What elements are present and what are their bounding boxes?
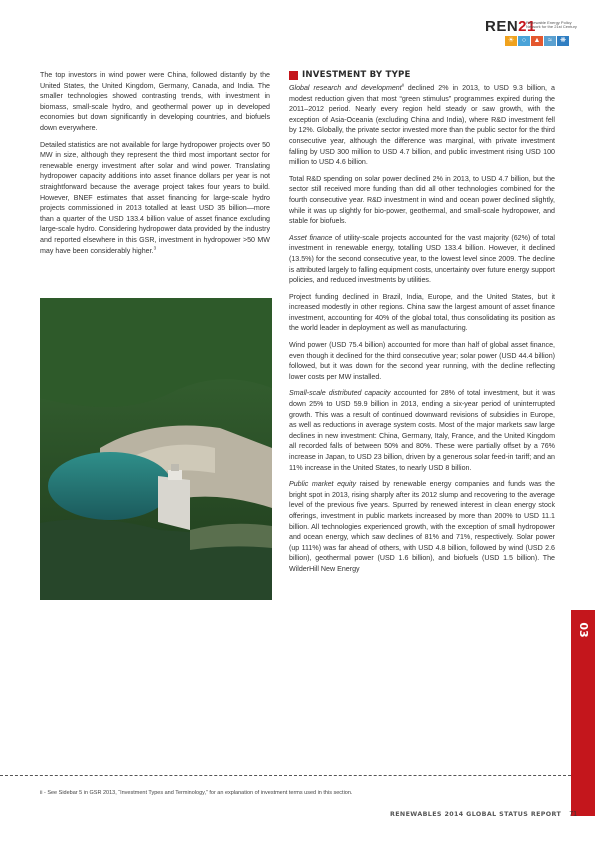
section-heading xyxy=(289,70,555,80)
public-equity-lead: Public market equity xyxy=(289,480,356,489)
public-equity-paragraph xyxy=(289,479,555,574)
rd-paragraph xyxy=(289,83,555,168)
right-column xyxy=(289,70,555,575)
logo-text-accent: 21 xyxy=(518,18,536,35)
logo-tagline: Renewable Energy Policy Network for the 21st Century xyxy=(526,20,577,30)
wind-solar-paragraph: Wind power (USD 75.4 billion) accounted for more than half of global asset finance, even though it declined for the third consecutive year; solar power (USD 44.4 billion) followed, but it was down for the second year running, with the decline reflecting lower costs per MW installed. xyxy=(289,341,555,381)
logo-text: REN21 xyxy=(485,18,536,35)
asset-finance-text: of utility-scale projects accounted for the vast majority (62%) of total investment in renewable energy, totalling USD 133.4 billion. However, it declined (13.5%) for the second consecutive year, to the lowest level since 2009. The decline is attributed largely to falling equipment costs, uncertainty over future energy support policies, and reduced investments by utilities. xyxy=(289,233,556,285)
report-name: RENEWABLES 2014 GLOBAL STATUS REPORT xyxy=(389,811,562,818)
public-equity-text: raised by renewable energy companies and funds was the bright spot in 2013, rising sharply after its 2012 slump and recovering to the average level of the previous five years. Spurred by renewed interest in clean energy stock offerings, investment in public markets increased by more than 200% to USD 11.1 billion. All technologies experienced growth, with the exception of small hydropower and ocean energy, which saw declines of 81% and 71%, respectively. Solar power (up 111%) was far ahead of others, with USD 4.8 billion, followed by wind (USD 2.6 billion), geothermal power (USD 1.6 billion), and biofuels (USD 1.5 billion). The WilderHill New Energy xyxy=(289,480,555,573)
left-paragraph-1: The top investors in wind power were China, followed distantly by the United States, the United Kingdom, Germany, Canada, and India. The smaller technologies showed contrasting trends, with investment in biomass, small-scale hydro, and geothermal power up in developed economies but down significantly in developing countries, and biofuels down everywhere. xyxy=(40,71,270,132)
flame-icon: ▲ xyxy=(531,36,543,46)
page-footer xyxy=(390,811,577,818)
wave-icon: ≈ xyxy=(544,36,556,46)
section-marker-square xyxy=(289,71,298,80)
small-scale-paragraph xyxy=(289,388,555,473)
rd-lead: Global research and development xyxy=(289,84,402,92)
ren21-logo xyxy=(485,20,577,48)
left-paragraph-2-text: Detailed statistics are not available for large hydropower projects over 50 MW in size, although they represent the third most important sector for renewable energy investment after solar and wind power. Translating hydropower capacity additions into asset finance dollars per year is not straightforward because the average project takes four years to build. However, BNEF estimates that asset financing for large-scale hydro projects commissioned in 2013 totalled at least USD 35 billion—more than a quarter of the USD 133.4 billion value of asset finance excluding large-scale hydro. Considering hydropower data provided by the industry and reported elsewhere in this GSR, investment in hydropower >50 MW may have been considerably higher. xyxy=(40,140,270,255)
small-scale-text: accounted for 28% of total investment, but it was down 25% to USD 59.9 billion in 2013, ending a six-year period of uninterrupted growth. This was a result of continued downward revisions of subsidies in Europe, as well as reductions in average system costs. Most of the major markets saw large declines in new investment: China, Germany, Italy, France, and the United Kingdom all recorded falls of between 50% and 80%. These were partially offset by a 76% increase in Japan, to USD 23 billion, driven by a generous solar feed-in tariff; and an 11% increase in the United States, to nearly USD 8 billion. xyxy=(289,389,556,472)
chapter-number: 03 xyxy=(577,622,590,638)
left-column xyxy=(40,70,270,256)
wind-turbine-icon: ❋ xyxy=(557,36,569,46)
dam-photo-illustration xyxy=(40,298,272,600)
small-scale-lead: Small-scale distributed capacity xyxy=(289,389,391,398)
left-paragraph-2 xyxy=(40,140,270,257)
rd-text: declined 2% in 2013, to USD 9.3 billion, a modest reduction given that most “green stimulus” programmes expired during the 2011–2012 period. Nearly every region held steady or saw growth, with the exception of Asia-Oceania (excluding China and India), where R&D investment fell by 12%. Globally, the private sector invested more than the public sector for the third consecutive year, although the difference was marginal, with private investment falling by USD 300 million to USD 4.7 billion, and public investment rising USD 100 million to USD 4.6 billion. xyxy=(289,84,555,167)
footnote-divider xyxy=(0,775,571,776)
asset-finance-lead: Asset finance xyxy=(289,233,333,242)
page-number: 71 xyxy=(569,811,577,818)
endnote-ref: 3 xyxy=(153,245,157,251)
hydropower-dam-photo xyxy=(40,298,272,600)
section-title: INVESTMENT BY TYPE xyxy=(302,69,411,80)
footnote-ref-ii: ii xyxy=(401,82,404,88)
rd-solar-paragraph: Total R&D spending on solar power declined 2% in 2013, to USD 4.7 billion, but the sector still received more funding than did all other technologies combined for the fourth consecutive year. R&D investment in wind and ocean power declined slightly, while it was up slightly for bio-power, geothermal, and small-scale hydropower, and stable for biofuels. xyxy=(289,174,555,226)
project-funding-paragraph: Project funding declined in Brazil, India, Europe, and the United States, but it increased modestly in other regions. China saw the largest amount of asset finance investment, accounting for 40% of the global total, thus consolidating its position as the world leader in deployment as well as manufacturing. xyxy=(289,292,555,333)
asset-finance-paragraph xyxy=(289,233,555,286)
water-drop-icon: ○ xyxy=(518,36,530,46)
footnote: ii - See Sidebar 5 in GSR 2013, “Investment Types and Terminology,” for an explanation of investment terms used in this section. xyxy=(40,790,353,796)
logo-icon-strip xyxy=(505,36,569,46)
sun-icon: ☀ xyxy=(505,36,517,46)
chapter-tab xyxy=(571,610,595,816)
